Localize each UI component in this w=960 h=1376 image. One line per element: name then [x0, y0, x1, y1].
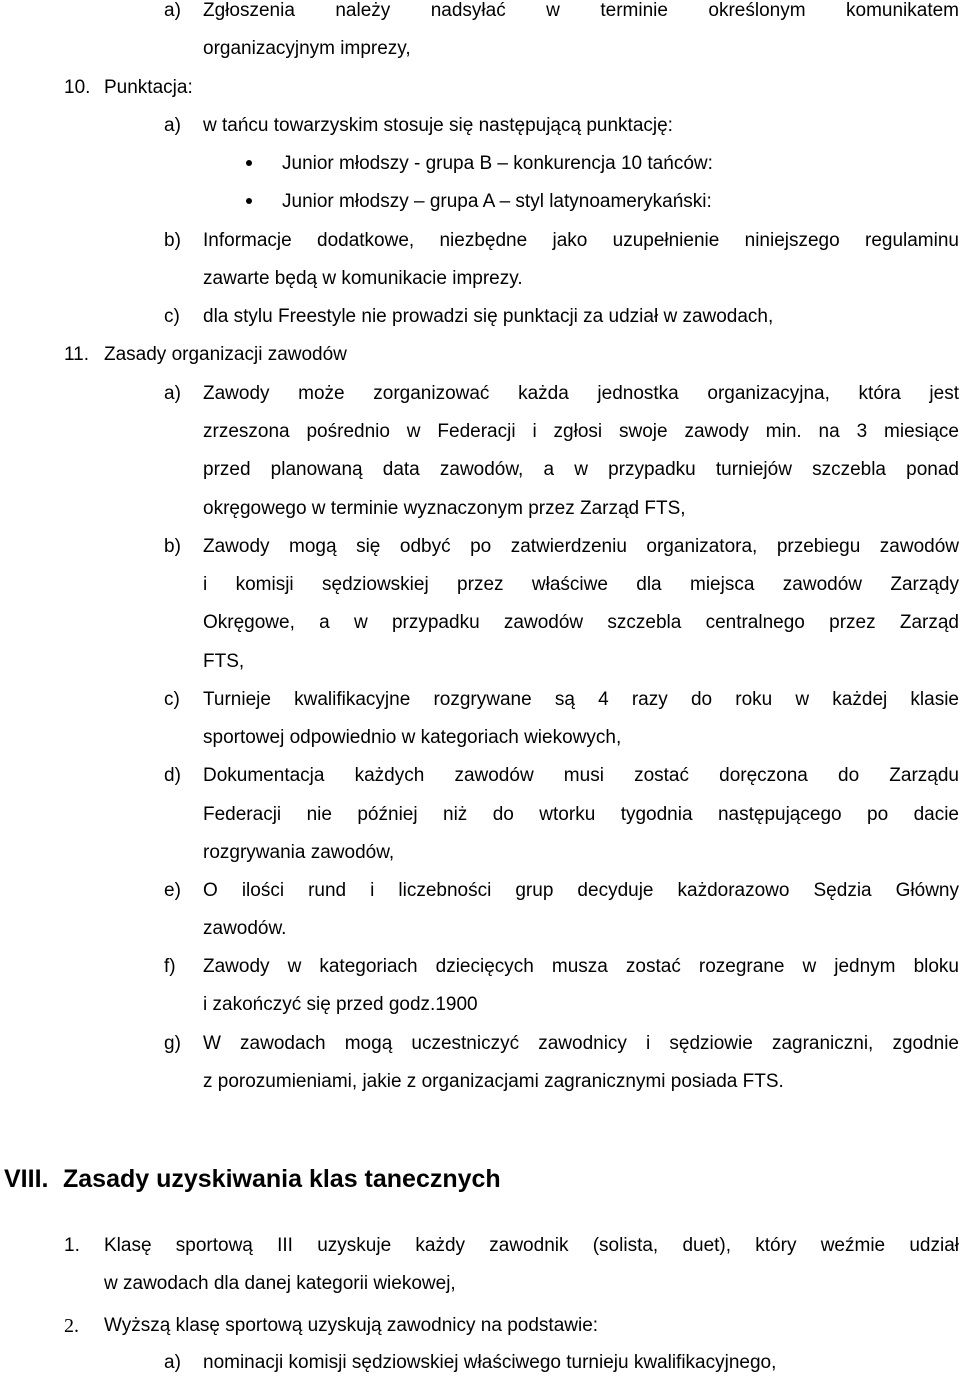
item-label: g) — [164, 1033, 181, 1054]
paragraph-line: i zakończyć się przed godz.1900 — [203, 994, 478, 1015]
paragraph-line: Zawody mogą się odbyć po zatwierdzeniu organizatora, przebiegu zawodów — [203, 536, 959, 557]
paragraph-line: organizacyjnym imprezy, — [203, 38, 411, 59]
paragraph-line: zawodów. — [203, 918, 287, 939]
item-label: f) — [164, 956, 176, 977]
chapter-title: Zasady uzyskiwania klas tanecznych — [63, 1165, 501, 1193]
paragraph-line: O ilości rund i liczebności grup decyduje każdorazowo Sędzia Główny — [203, 880, 959, 901]
item-label: b) — [164, 536, 181, 557]
item-label: a) — [164, 383, 181, 404]
paragraph-line: Klasę sportową III uzyskuje każdy zawodnik (solista, duet), który weźmie udział — [104, 1235, 959, 1256]
item-label: a) — [164, 115, 181, 136]
paragraph-line: sportowej odpowiednio w kategoriach wiekowych, — [203, 727, 622, 748]
section-number: 11. — [64, 344, 90, 365]
section-number: 10. — [64, 77, 91, 98]
item-label: a) — [164, 1352, 181, 1373]
item-label: c) — [164, 306, 180, 327]
paragraph-line: Turnieje kwalifikacyjne rozgrywane są 4 razy do roku w każdej klasie — [203, 689, 959, 710]
paragraph-line: Okręgowe, a w przypadku zawodów szczebla centralnego przez Zarząd — [203, 612, 959, 633]
bullet-icon — [246, 160, 252, 166]
item-label: e) — [164, 880, 181, 901]
paragraph-line: Zawody może zorganizować każda jednostka organizacyjna, która jest — [203, 383, 959, 404]
paragraph-line: w zawodach dla danej kategorii wiekowej, — [104, 1273, 456, 1294]
paragraph-line: Zawody w kategoriach dziecięcych musza zostać rozegrane w jednym bloku — [203, 956, 959, 977]
list-number: 2. — [64, 1315, 79, 1337]
bullet-item: Junior młodszy – grupa A – styl latynoamerykański: — [282, 191, 712, 212]
item-label: c) — [164, 689, 180, 710]
paragraph-line: Dokumentacja każdych zawodów musi zostać doręczona do Zarządu — [203, 765, 959, 786]
paragraph-line: W zawodach mogą uczestniczyć zawodnicy i sędziowie zagraniczni, zgodnie — [203, 1033, 959, 1054]
paragraph-line: i komisji sędziowskiej przez właściwe dla miejsca zawodów Zarządy — [203, 574, 959, 595]
paragraph-line: Federacji nie później niż do wtorku tygodnia następującego po dacie — [203, 804, 959, 825]
section-title: Zasady organizacji zawodów — [104, 344, 347, 365]
item-label: d) — [164, 765, 181, 786]
paragraph-line: zrzeszona pośrednio w Federacji i zgłosi swoje zawody min. na 3 miesiące — [203, 421, 959, 442]
paragraph-line: okręgowego w terminie wyznaczonym przez Zarząd FTS, — [203, 498, 686, 519]
chapter-number: VIII. — [4, 1165, 49, 1193]
paragraph-line: w tańcu towarzyskim stosuje się następującą punktację: — [203, 115, 673, 136]
paragraph-line: zawarte będą w komunikacie imprezy. — [203, 268, 523, 289]
bullet-icon — [246, 198, 252, 204]
paragraph-line: przed planowaną data zawodów, a w przypadku turniejów szczebla ponad — [203, 459, 959, 480]
paragraph-line: dla stylu Freestyle nie prowadzi się punktacji za udział w zawodach, — [203, 306, 774, 327]
list-number: 1. — [64, 1235, 80, 1256]
paragraph-line: Wyższą klasę sportową uzyskują zawodnicy na podstawie: — [104, 1315, 599, 1336]
paragraph-line: FTS, — [203, 651, 245, 672]
bullet-item: Junior młodszy - grupa B – konkurencja 10 tańców: — [282, 153, 713, 174]
paragraph-line: nominacji komisji sędziowskiej właściwego turnieju kwalifikacyjnego, — [203, 1352, 777, 1373]
paragraph-line: z porozumieniami, jakie z organizacjami zagranicznymi posiada FTS. — [203, 1071, 784, 1092]
section-title: Punktacja: — [104, 77, 193, 98]
paragraph-line: Zgłoszenia należy nadsyłać w terminie określonym komunikatem — [203, 0, 959, 21]
item-label: a) — [164, 0, 181, 21]
paragraph-line: rozgrywania zawodów, — [203, 842, 395, 863]
paragraph-line: Informacje dodatkowe, niezbędne jako uzupełnienie niniejszego regulaminu — [203, 230, 959, 251]
item-label: b) — [164, 230, 181, 251]
